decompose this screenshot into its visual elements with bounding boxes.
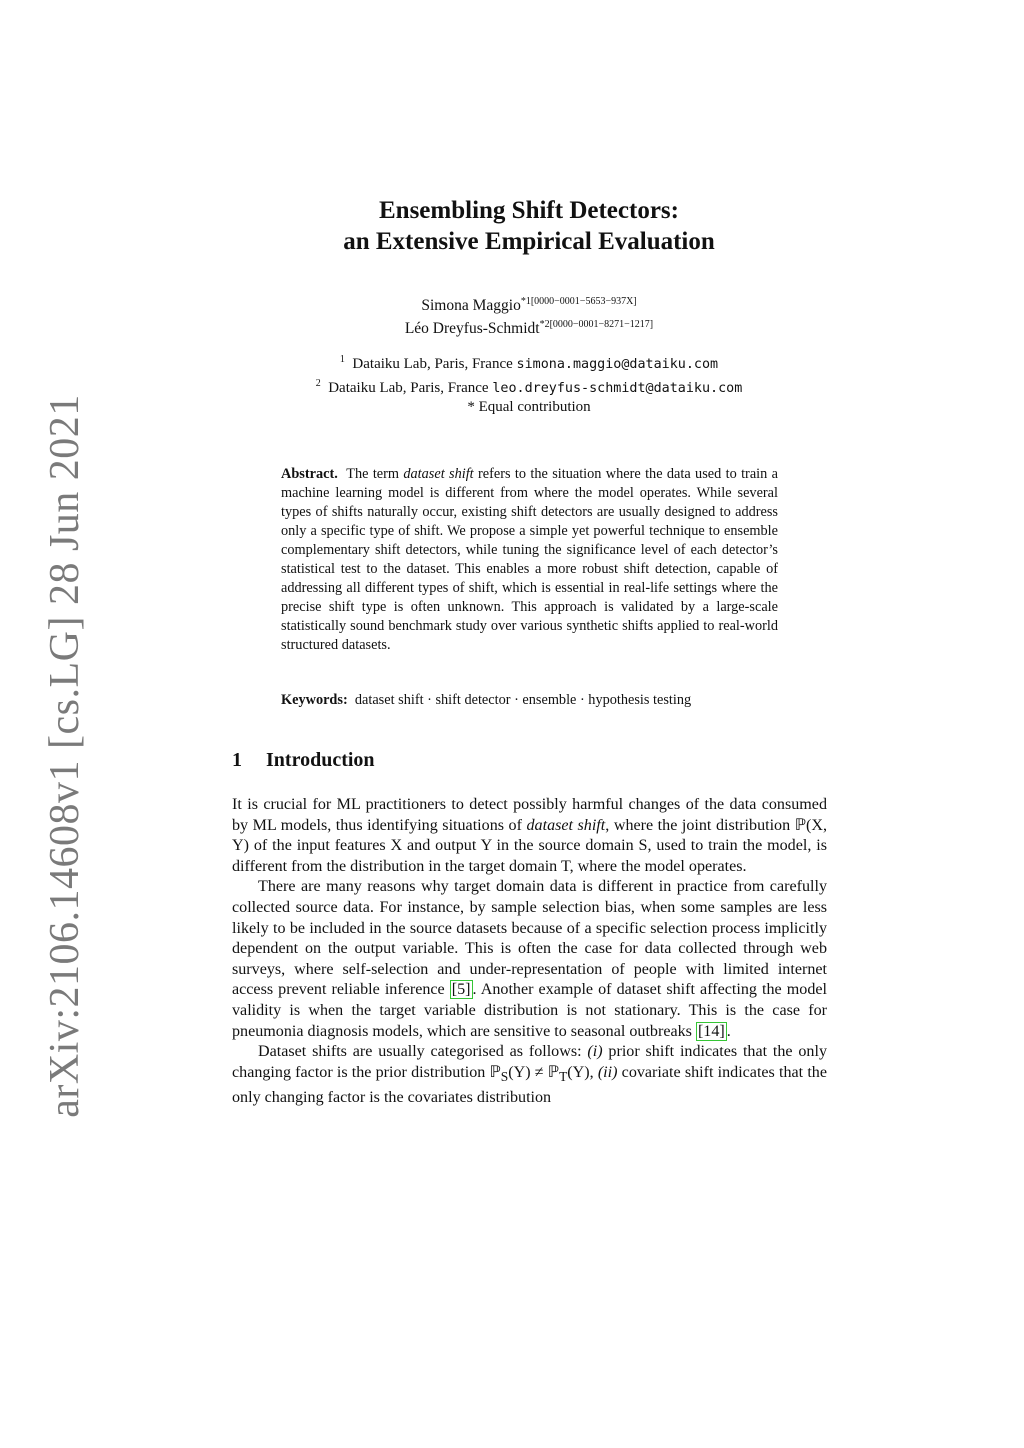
text: (Y),: [567, 1063, 598, 1081]
abstract-text: refers to the situation where the data used to train a machine learning model is different from where the model operates. While several types of shifts naturally occur, existing shift detectors are usually designed to address only a specific type of shift. We propose a simple yet powerful technique to ensemble complementary shift detectors, while tuning the significance level of each detector’s statistical test to the dataset. This enables a more robust shift detection, capable of addressing all different types of shift, which is essential in real-life settings where the precise shift type is often unknown. This approach is validated by a large-scale statistically sound benchmark study over various synthetic shifts applied to real-world structured datasets.: [281, 466, 778, 653]
author-orcid: *1[0000−0001−5653−937X]: [520, 296, 637, 307]
author-2: [230, 315, 828, 338]
author-orcid: *2[0000−0001−8271−1217]: [539, 319, 654, 330]
section-heading: [232, 746, 375, 774]
paper-title: [230, 195, 828, 257]
keywords: [281, 691, 778, 710]
author-1: [230, 292, 828, 315]
emphasis: (ii): [597, 1063, 618, 1081]
text: Dataset shifts are usually categorised as follows:: [258, 1043, 588, 1061]
body-text: [232, 795, 827, 1108]
section-number: 1: [232, 749, 242, 771]
author-list: [230, 292, 828, 338]
email-link[interactable]: leo.dreyfus-schmidt@dataiku.com: [492, 381, 743, 396]
emphasis: (i): [587, 1043, 603, 1061]
arxiv-side-stamp: arXiv:2106.14608v1 [cs.LG] 28 Jun 2021: [42, 394, 88, 1118]
citation-link[interactable]: [5]: [451, 981, 471, 999]
email-link[interactable]: simona.maggio@dataiku.com: [516, 357, 719, 372]
emphasis: dataset shift: [526, 816, 606, 834]
title-line-1: Ensembling Shift Detectors:: [379, 197, 679, 224]
affiliation-text: Dataiku Lab, Paris, France: [352, 356, 517, 372]
text: It is crucial for ML practitioners to detect possibly harmful changes of the data consumed by ML models, thus identifying situations of: [232, 796, 827, 834]
affiliation-number: 1: [339, 354, 345, 365]
affiliation-number: 2: [315, 378, 321, 389]
abstract-term: dataset shift: [403, 466, 474, 482]
section-title: Introduction: [266, 749, 375, 771]
title-line-2: an Extensive Empirical Evaluation: [343, 228, 715, 255]
equal-contribution-note: * Equal contribution: [467, 399, 591, 415]
affiliations: [230, 350, 828, 417]
abstract-label: Abstract.: [281, 466, 338, 482]
citation-link[interactable]: [14]: [697, 1022, 725, 1040]
keywords-text: dataset shift · shift detector · ensemble · hypothesis testing: [354, 692, 692, 708]
text: , where the joint distribution ℙ(X, Y) of the input features X and output Y in the source domain S, used to train the model, is different from the distribution in the target domain T, where the model operates.: [232, 816, 827, 875]
affiliation-2: [230, 374, 828, 398]
text: . Another example of dataset shift affecting the model validity is when the target variable distribution is not stationary. This is the case for pneumonia diagnosis models, which are sensitive to seasonal outbreaks: [232, 981, 827, 1040]
paragraph-3: [232, 1042, 827, 1108]
author-name: Simona Maggio: [421, 297, 521, 314]
abstract-text: The term: [346, 466, 404, 482]
subscript: S: [500, 1068, 509, 1084]
subscript: T: [559, 1068, 568, 1084]
paragraph-1: [232, 795, 827, 877]
affiliation-text: Dataiku Lab, Paris, France: [328, 380, 493, 396]
keywords-label: Keywords:: [281, 692, 348, 708]
abstract: [281, 465, 778, 655]
text: .: [726, 1022, 731, 1040]
affiliation-1: [230, 350, 828, 374]
text: (Y) ≠ ℙ: [508, 1063, 560, 1081]
author-name: Léo Dreyfus-Schmidt: [404, 320, 540, 337]
paragraph-2: [232, 877, 827, 1042]
text: There are many reasons why target domain data is different in practice from carefully collected source data. For instance, by sample selection bias, when some samples are less likely to be included in the source datasets because of a specific selection process implicitly dependent on the output variable. This is often the case for data collected through web surveys, where self-selection and under-representation of people with limited internet access prevent reliable inference: [232, 878, 827, 999]
text: prior shift indicates that the only changing factor is the prior distribution ℙ: [232, 1043, 827, 1081]
text: covariate shift indicates that the only changing factor is the covariates distribution: [232, 1063, 827, 1106]
